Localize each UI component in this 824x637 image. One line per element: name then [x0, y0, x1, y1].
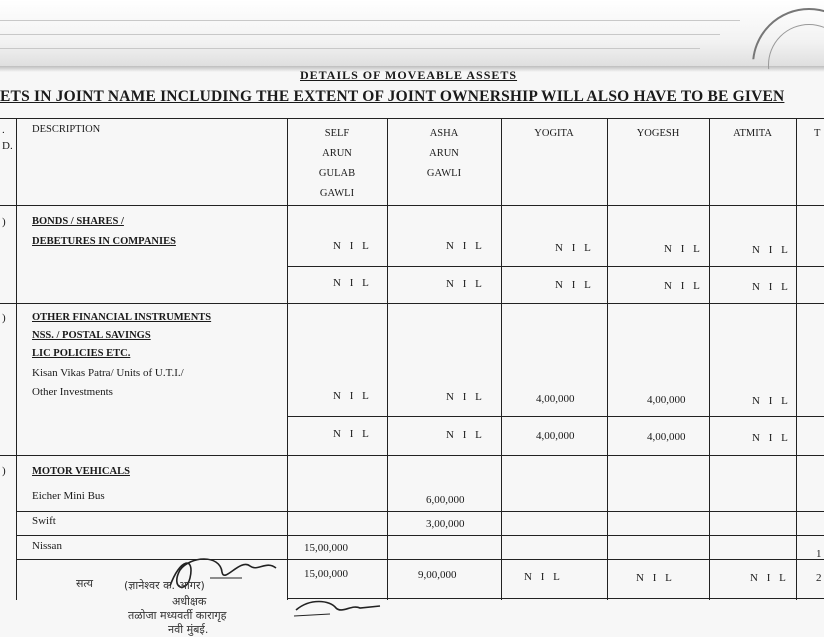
grid-line	[0, 455, 824, 456]
grid-line	[796, 118, 797, 600]
grid-line	[501, 118, 502, 600]
vehicle-eicher: Eicher Mini Bus	[32, 490, 105, 502]
table-cell: N I L	[664, 280, 703, 292]
section-number: )	[2, 465, 6, 477]
financial-item: Kisan Vikas Patra/ Units of U.T.I./	[32, 367, 184, 379]
table-cell: N I L	[333, 390, 372, 402]
table-cell: N I L	[446, 391, 485, 403]
yogita-header: YOGITA	[534, 128, 574, 139]
table-cell: N I L	[333, 277, 372, 289]
signature-mark: सत्य	[76, 577, 94, 590]
signatory-office: तळोजा मध्यवर्ती कारागृह	[128, 609, 227, 622]
table-cell: 2	[816, 572, 822, 584]
bonds-heading: BONDS / SHARES /	[32, 216, 124, 227]
self-header: SELF ARUN GULAB GAWLI	[318, 128, 356, 199]
faint-text-line	[0, 20, 740, 21]
table-cell: N I L	[555, 279, 594, 291]
table-cell: N I L	[555, 242, 594, 254]
table-cell: 6,00,000	[426, 494, 465, 506]
table-cell: N I L	[752, 281, 791, 293]
signatory-name: (ज्ञानेश्वर क. आगर)	[124, 579, 205, 592]
grid-line	[16, 559, 824, 560]
atmita-header: ATMITA	[733, 128, 772, 139]
section-number: )	[2, 312, 6, 324]
table-cell: N I L	[664, 243, 703, 255]
grid-line	[709, 118, 710, 600]
grid-line	[0, 303, 824, 304]
signatory-city: नवी मुंबई.	[168, 623, 209, 636]
document-title: DETAILS OF MOVEABLE ASSETS	[300, 68, 518, 82]
sno-header: D.	[2, 140, 13, 152]
table-cell: 4,00,000	[647, 431, 686, 443]
table-cell: 15,00,000	[304, 568, 348, 580]
faint-text-line	[0, 34, 720, 35]
table-cell: N I L	[333, 240, 372, 252]
table-cell: N I L	[750, 572, 789, 584]
table-cell: N I L	[752, 432, 791, 444]
table-cell: 1	[816, 548, 822, 560]
grid-line	[0, 205, 824, 206]
financial-heading: OTHER FINANCIAL INSTRUMENTS	[32, 312, 212, 323]
table-cell: 9,00,000	[418, 569, 457, 581]
section-number: )	[2, 216, 6, 228]
initials-scribble	[290, 596, 390, 620]
financial-heading: LIC POLICIES ETC.	[32, 348, 131, 359]
table-cell: N I L	[752, 244, 791, 256]
asha-header: ASHA ARUN GAWLI	[426, 128, 462, 179]
description-header: DESCRIPTION	[32, 124, 101, 135]
table-cell: N I L	[446, 429, 485, 441]
bonds-heading: DEBETURES IN COMPANIES	[32, 236, 176, 247]
last-column-header: T	[814, 128, 821, 139]
grid-line	[16, 535, 824, 536]
grid-line	[0, 118, 824, 119]
grid-line	[16, 511, 824, 512]
faint-text-line	[0, 48, 700, 49]
table-cell: 4,00,000	[647, 394, 686, 406]
grid-line	[387, 118, 388, 600]
table-cell: 4,00,000	[536, 393, 575, 405]
folded-page-top	[0, 0, 824, 70]
table-cell: N I L	[333, 428, 372, 440]
table-cell: N I L	[636, 572, 675, 584]
grid-line	[287, 416, 824, 417]
table-cell: 3,00,000	[426, 518, 465, 530]
motor-heading: MOTOR VEHICALS	[32, 466, 130, 477]
financial-heading: NSS. / POSTAL SAVINGS	[32, 330, 151, 341]
vehicle-swift: Swift	[32, 515, 56, 527]
signatory-designation: अधीक्षक	[172, 595, 207, 608]
table-cell: N I L	[446, 240, 485, 252]
grid-line	[287, 266, 824, 267]
table-cell: N I L	[524, 571, 563, 583]
sno-header: .	[2, 124, 5, 136]
table-cell: 15,00,000	[304, 542, 348, 554]
yogesh-header: YOGESH	[636, 128, 680, 139]
financial-item: Other Investments	[32, 386, 113, 398]
grid-line	[607, 118, 608, 600]
table-cell: N I L	[752, 395, 791, 407]
grid-line	[16, 118, 17, 600]
table-cell: N I L	[446, 278, 485, 290]
vehicle-nissan: Nissan	[32, 540, 62, 552]
document-subtitle: ETS IN JOINT NAME INCLUDING THE EXTENT OF JOINT OWNERSHIP WILL ALSO HAVE TO BE GIVEN	[0, 88, 785, 105]
table-cell: 4,00,000	[536, 430, 575, 442]
